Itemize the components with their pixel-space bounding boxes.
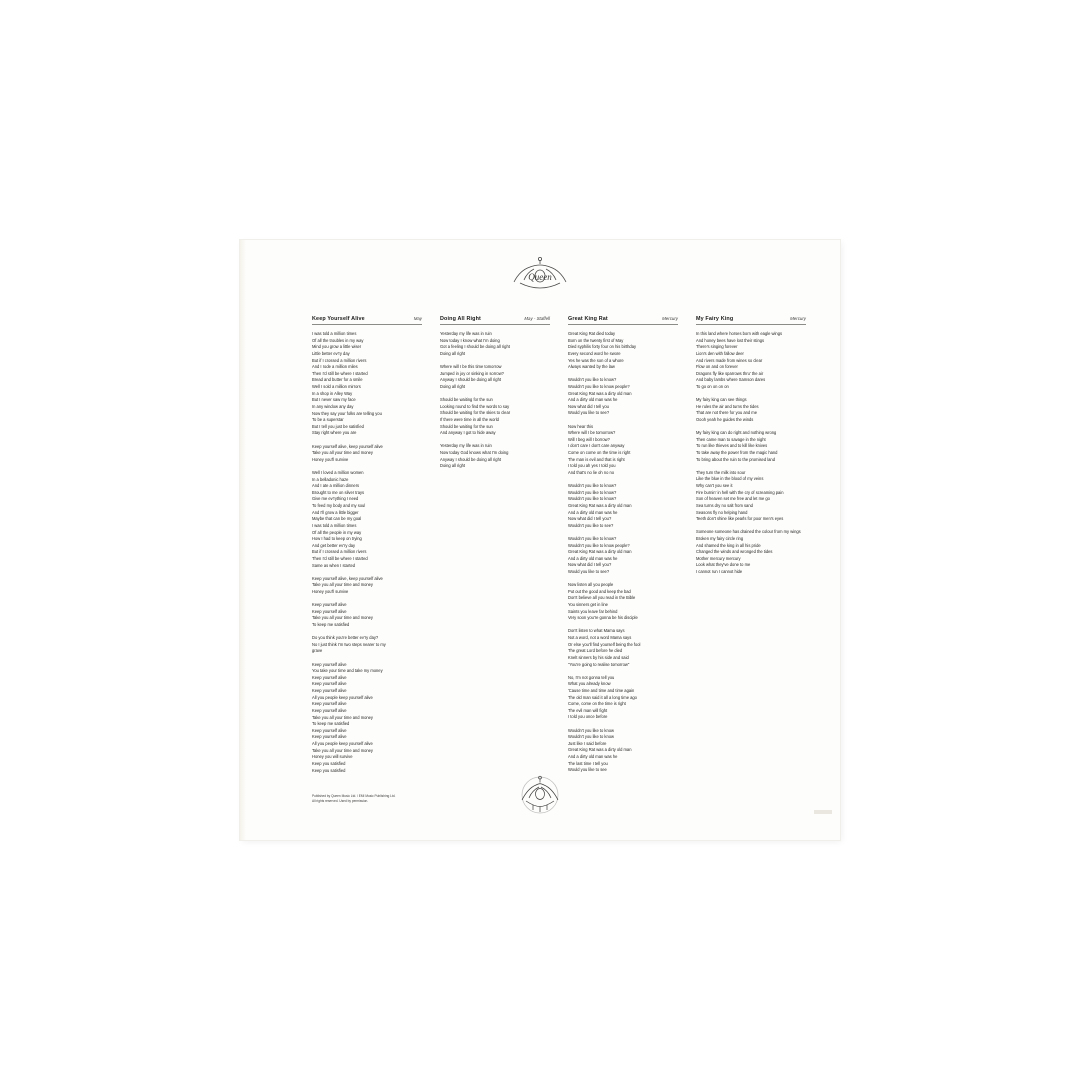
lyric-line: Keep yourself alive — [312, 681, 347, 687]
lyric-line: The great Lord before he died — [568, 648, 623, 654]
lyric-line: They turn the milk into sour — [696, 469, 746, 475]
lyric-line: Wouldn't you like to see? — [568, 522, 614, 528]
lyric-line: Now hear this — [568, 423, 594, 429]
lyric-line: Honey you'll survive — [312, 456, 349, 462]
lyric-line: Jumped in joy or sinking in sorrow? — [440, 370, 504, 376]
lyric-line: No, I'm not gonna tell you — [568, 674, 615, 680]
lyric-line: Then I'd still be where I started — [312, 370, 368, 376]
lyric-line: Brought to me on silver trays — [312, 489, 365, 495]
stanza — [568, 483, 678, 529]
lyric-line: Well I loved a million women — [312, 469, 364, 475]
lyric-line: Changed the winds and wronged the tides — [696, 549, 773, 555]
lyric-line: Should be waiting for the sun — [440, 423, 493, 429]
lyric-line: Dragons fly like sparrows thru' the air — [696, 370, 764, 376]
lyric-line: To keep me satisfied — [312, 622, 350, 627]
lyric-line: Keep yourself alive, keep yourself alive — [312, 443, 383, 449]
stanza — [696, 397, 806, 424]
lyric-line: Flow on and on forever — [696, 364, 738, 370]
lyric-line: To keep me satisfied — [312, 721, 350, 727]
lyric-line: Well I sold a million mirrors — [312, 384, 361, 389]
lyric-line: Where will I be this time tomorrow — [440, 364, 502, 369]
lyric-line: My fairy king can see things — [696, 397, 747, 403]
lyric-line: Keep yourself alive — [312, 707, 347, 713]
lyric-line: Of all the people in my way — [312, 529, 362, 535]
lyric-line: Maybe that can be my goal — [312, 516, 362, 522]
stanza — [440, 443, 550, 470]
song-lyrics — [440, 331, 550, 470]
lyric-line: But if I crossed a million rivers — [312, 357, 367, 363]
lyric-line: Saints you leave far behind — [568, 608, 618, 614]
stanza — [696, 470, 806, 523]
lyric-line: That are not there for you and me — [696, 410, 757, 416]
lyric-line: Like the blue in the blood of my veins — [696, 476, 764, 482]
lyric-line: Now what did I tell you — [568, 403, 609, 409]
lyric-line: Keep yourself alive — [312, 727, 347, 733]
lyric-line: Little better ev'ry day — [312, 350, 350, 356]
lyric-line: Keep yourself alive — [312, 701, 347, 707]
lyric-line: What you already know — [568, 681, 611, 687]
stanza — [312, 331, 422, 437]
queen-crest-logo-top — [508, 256, 572, 296]
lyric-line: And a dirty old man was he — [568, 397, 618, 403]
song-lyrics — [696, 331, 806, 576]
song-title: My Fairy King — [696, 316, 734, 322]
lyric-line: And I rode a million miles — [312, 364, 358, 370]
lyric-line: Would you like to see? — [568, 410, 610, 416]
lyric-line: Don't listen to what Mama says — [568, 628, 625, 634]
stanza — [568, 582, 678, 622]
lyric-line: Broken my fairy circle ring — [696, 535, 744, 541]
song-column-my-fairy-king — [696, 316, 806, 781]
lyric-line: Keep yourself alive — [312, 688, 347, 693]
lyric-line: Doing all right — [440, 383, 466, 389]
lyric-line: Wouldn't you like to know people? — [568, 383, 630, 389]
lyric-line: Got a feeling I should be doing all right — [440, 344, 510, 350]
lyric-line: Where will I be tomorrow? — [568, 430, 616, 436]
lyric-line: Do you think you're better ev'ry day? — [312, 635, 379, 641]
lyric-line: I was told a million times — [312, 522, 357, 528]
lyric-line: Looking round to find the words to say — [440, 403, 510, 409]
lyric-line: I don't care I don't care anyway — [568, 443, 625, 449]
lyric-line: All you people keep yourself alive — [312, 741, 373, 746]
lyric-line: Knelt sinners by his side and said — [568, 654, 629, 660]
lyric-line: Great King Rat was a dirty old man — [568, 747, 632, 753]
lyric-line: To feed my body and my soul — [312, 503, 366, 508]
queen-crest-logo-bottom — [517, 772, 563, 818]
song-credit: May — [413, 316, 422, 321]
lyric-line: Honey you will survive — [312, 754, 353, 760]
rights-line: All rights reserved. Used by permission. — [312, 799, 369, 804]
lyric-line: And rivers made from wines so clear — [696, 357, 763, 363]
lyric-line: Same as when I started — [312, 562, 356, 568]
stanza — [440, 364, 550, 391]
song-credit: Mercury — [790, 316, 806, 321]
lyric-line: Fire burnin' in hell with the cry of screaming pain — [696, 489, 784, 495]
lyric-line: Honey you'll survive — [312, 589, 349, 594]
lyric-line: Keep yourself alive — [312, 674, 347, 680]
lyric-line: Take you all your time and money — [312, 450, 373, 456]
song-header — [312, 316, 422, 325]
lyric-line: If there were time in all the world — [440, 416, 499, 422]
song-header — [568, 316, 678, 325]
lyric-line: Would you like to see — [568, 767, 607, 773]
stanza — [568, 331, 678, 371]
lyric-line: Then I'd still be where I started — [312, 556, 368, 561]
stanza — [568, 675, 678, 721]
lyric-line: In a belladonic haze — [312, 476, 349, 482]
lyric-line: Wouldn't you like to know? — [568, 496, 617, 502]
lyric-line: Anyway I should be doing all right — [440, 377, 501, 383]
stanza — [568, 536, 678, 576]
lyric-line: Mother mercury mercury — [696, 555, 741, 561]
lyric-line: Doing all right — [440, 463, 466, 469]
lyric-line: To go on on on on — [696, 384, 729, 389]
lyric-line: Put out the good and keep the bad — [568, 588, 631, 594]
lyric-line: Wouldn't you like to know? — [568, 535, 617, 541]
lyric-line: Keep yourself alive — [312, 608, 347, 614]
stanza — [696, 529, 806, 575]
lyric-line: No I just think I'm two steps nearer to my — [312, 641, 386, 647]
lyric-line: Died syphilis forty four on his birthday — [568, 344, 637, 350]
lyric-line: Born on the twenty first of May — [568, 337, 624, 343]
lyric-line: In this land where horses born with eagle wings — [696, 331, 783, 336]
lyric-line: Keep yourself alive — [312, 734, 347, 740]
lyric-line: Wouldn't you like to know? — [568, 489, 617, 495]
stanza — [312, 602, 422, 629]
lyric-line: Take you all your time and money — [312, 714, 373, 720]
lyric-line: Keep you satisfied — [312, 760, 346, 766]
lyric-line: And that's no lie oh no no — [568, 469, 615, 475]
lyric-line: Stay right where you are — [312, 430, 357, 436]
lyric-line: How I had to keep on trying — [312, 536, 362, 542]
lyric-line: Take you all your time and money — [312, 747, 373, 753]
lyric-line: Wouldn't you like to know? — [568, 377, 617, 383]
lyric-line: And anyway I got to hide away — [440, 430, 496, 436]
lyric-line: Should be waiting for the sun — [440, 397, 493, 402]
lyric-line: Mind you grow a little wiser — [312, 344, 362, 350]
lyric-line: In any window any day — [312, 403, 354, 409]
lyric-line: Keep yourself alive, keep yourself alive — [312, 575, 383, 581]
stanza — [312, 444, 422, 464]
lyric-line: But if I crossed a million rivers — [312, 549, 367, 555]
lyric-line: Would you like to see? — [568, 569, 610, 574]
lyric-line: Or else you'll find yourself being the fool — [568, 641, 641, 647]
lyric-line: Wouldn't you like to know people? — [568, 542, 630, 548]
lyric-line: I told you once before — [568, 714, 608, 720]
lyric-line: Wouldn't you like to know? — [568, 483, 617, 488]
lyric-line: To bring about the ruin to the promised land — [696, 456, 775, 462]
lyric-line: There's singing forever — [696, 344, 738, 350]
song-title: Keep Yourself Alive — [312, 316, 365, 322]
lyric-line: To run like thieves and to kill like knives — [696, 443, 768, 449]
lyric-line: Great King Rat was a dirty old man — [568, 390, 632, 396]
lyric-line: Yes he was the son of a whore — [568, 357, 624, 363]
lyric-line: Great King Rat was a dirty old man — [568, 502, 632, 508]
stanza — [568, 377, 678, 417]
lyric-line: Why can't you see it — [696, 483, 733, 488]
stanza — [568, 628, 678, 668]
lyric-line: Sea turns dry no salt from sand — [696, 502, 753, 508]
lyric-line: Don't believe all you read in the Bible — [568, 595, 636, 601]
lyric-line: Yesterday my life was in ruin — [440, 331, 492, 336]
song-header — [440, 316, 550, 325]
song-credit: Mercury — [662, 316, 678, 321]
lyric-line: And I'll grow a little bigger — [312, 509, 359, 515]
stanza — [568, 424, 678, 477]
lyric-line: And a dirty old man was he — [568, 509, 618, 515]
stanza — [312, 662, 422, 775]
lyric-line: Keep yourself alive — [312, 602, 347, 608]
lyric-line: Now what did I tell you? — [568, 516, 612, 522]
stanza — [440, 331, 550, 358]
lyric-line: Someone someone has drained the colour from my wings — [696, 529, 801, 535]
lyric-line: Great King Rat died today — [568, 331, 616, 336]
lyric-line: And I ate a million dinners — [312, 483, 360, 489]
lyric-line: grave — [312, 648, 323, 654]
lyric-line: And a dirty old man was he — [568, 754, 618, 759]
lyric-line: Great King Rat was a dirty old man — [568, 549, 632, 555]
stanza — [312, 576, 422, 596]
lyric-line: Now they say your folks are telling you — [312, 410, 382, 416]
lyric-line: And shamed the king in all his pride — [696, 542, 761, 548]
lyric-line: Come on come on the time is right — [568, 450, 631, 455]
lyric-line: Take you all your time and money — [312, 582, 373, 588]
lyric-line: Son of heaven set me free and let me go — [696, 496, 770, 502]
lyric-line: But I tell you just be satisfied — [312, 423, 364, 429]
lyric-line: Keep you satisfied — [312, 767, 346, 773]
lyric-line: Look what they've done to me — [696, 562, 751, 568]
lyric-line: Of all the troubles in my way — [312, 337, 364, 343]
lyric-line: Bread and butter for a smile — [312, 377, 363, 383]
lyric-line: The old man said it all a long time ago — [568, 694, 637, 700]
lyric-line: Will I beg will I borrow? — [568, 436, 610, 442]
lyric-line: Seasons fly no helping hand — [696, 509, 748, 515]
song-lyrics — [312, 331, 422, 774]
lyric-line: Wouldn't you like to know — [568, 727, 614, 733]
lyric-line: Not a word, not a word Mama says — [568, 635, 632, 640]
lyric-line: Teeth don't shine like pearls for poor men's eyes — [696, 516, 784, 522]
stanza — [312, 470, 422, 569]
stanza — [312, 635, 422, 655]
lyric-line: Come, come on the time is right — [568, 701, 626, 707]
lyric-line: Anyway I should be doing all right — [440, 456, 501, 462]
stanza — [696, 430, 806, 463]
lyric-line: You sinners get in line — [568, 602, 608, 607]
lyric-line: 'Cause time and time and time again — [568, 687, 635, 693]
lyric-line: Now today God knows what I'm doing — [440, 449, 509, 455]
lyric-line: Give me ev'rything I need — [312, 496, 359, 502]
lyric-line: Then came man to savage in the night — [696, 436, 766, 442]
lyric-line: Lion's den with fallow deer — [696, 350, 744, 356]
song-column-keep-yourself-alive — [312, 316, 422, 781]
lyric-line: But I never saw my face — [312, 397, 356, 403]
lyric-line: He rules the air and turns the tides — [696, 403, 759, 409]
lyric-line: In a shop in Alley Way — [312, 390, 353, 396]
lyric-line: Very soon you're gonna be his disciple — [568, 615, 638, 621]
song-title: Great King Rat — [568, 316, 608, 322]
lyric-line: Yesterday my life was in ruin — [440, 443, 492, 449]
lyric-line: Take you all your time and money — [312, 615, 373, 621]
lyric-line: Every second word he swore — [568, 350, 621, 356]
lyric-line: I was told a million times — [312, 331, 357, 336]
publisher-line: Published by Queen Music Ltd. / EMI Music Publishing Ltd. — [312, 794, 396, 799]
song-lyrics — [568, 331, 678, 774]
lyric-line: Always wanted by the law — [568, 364, 615, 370]
lyric-line: Wouldn't you like to know — [568, 734, 614, 740]
lyric-line: And get better ev'ry day — [312, 542, 356, 548]
lyric-line: Oooh yeah he guides the winds — [696, 417, 754, 422]
corner-mark — [814, 810, 832, 814]
lyrics-columns — [312, 316, 806, 781]
stanza — [568, 728, 678, 774]
lyric-line: Just like I said before — [568, 740, 607, 746]
lyric-line: I told you ah yes I told you — [568, 463, 616, 469]
lyric-line: The man is evil and that is right — [568, 456, 625, 462]
stanza — [696, 331, 806, 391]
lyric-line: Doing all right — [440, 350, 466, 356]
lyric-line: Now what did I tell you? — [568, 562, 612, 568]
lyric-line: To take away the power from the magic hand — [696, 450, 778, 455]
lyric-line: Now today I know what I'm doing — [440, 337, 500, 343]
lyric-line: "You're going to realise tomorrow" — [568, 661, 630, 667]
song-column-doing-all-right — [440, 316, 550, 781]
song-column-great-king-rat — [568, 316, 678, 781]
song-header — [696, 316, 806, 325]
lyric-line: All you people keep yourself alive — [312, 694, 373, 700]
lyric-line: Keep yourself alive — [312, 661, 347, 667]
svg-text:Queen: Queen — [528, 272, 552, 282]
lyric-line: The evil man will fight — [568, 707, 608, 713]
stanza — [440, 397, 550, 437]
lyric-line: You take your time and take my money — [312, 668, 383, 674]
lyric-line: I cannot run I cannot hide — [696, 569, 743, 574]
publishing-credits — [312, 794, 395, 804]
song-title: Doing All Right — [440, 316, 481, 322]
lyric-line: My fairy king can do right and nothing wrong — [696, 430, 777, 436]
song-credit: May - Staffell — [524, 316, 550, 321]
lyric-line: Should be waiting for the skies to clear — [440, 410, 511, 416]
lyric-line: And baby lambs where Samson dares — [696, 377, 766, 383]
lyric-line: The last time I tell you — [568, 760, 608, 766]
lyric-sheet — [240, 240, 840, 840]
lyric-line: To be a superstar — [312, 417, 344, 423]
lyric-line: And a dirty old man was he — [568, 555, 618, 561]
lyric-line: And honey bees have lost their stings — [696, 337, 765, 343]
lyric-line: Now listen all you people — [568, 582, 614, 588]
